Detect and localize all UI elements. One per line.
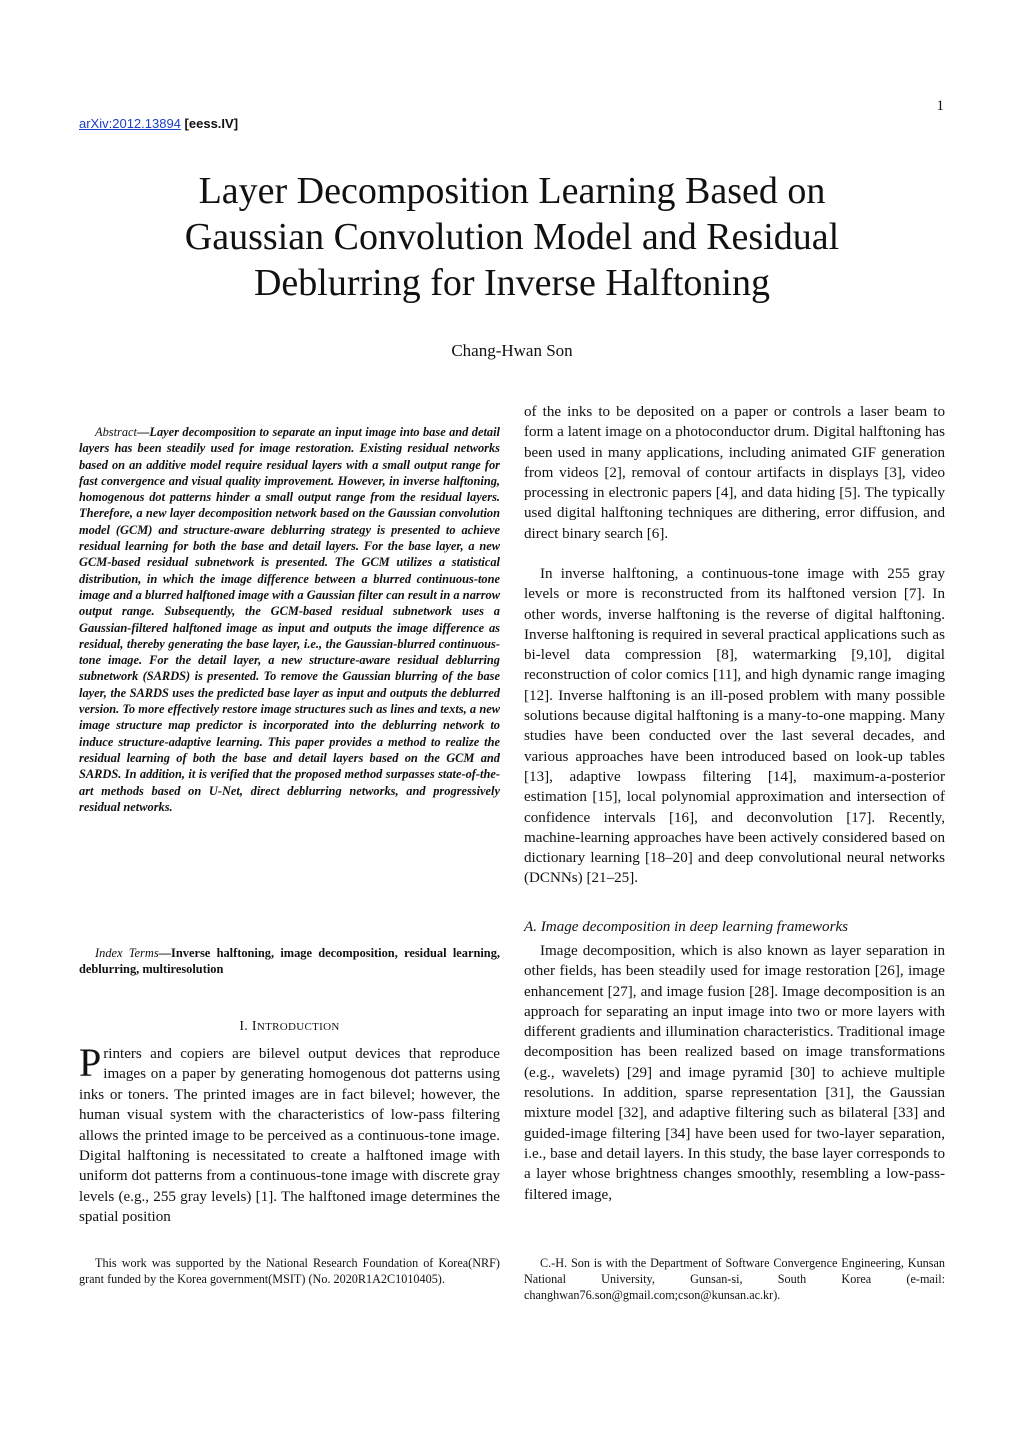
paper-title (100, 168, 924, 306)
section-title-rest: NTRODUCTION (256, 1021, 340, 1033)
index-terms-text: —Inverse halftoning, image decomposition, residual learning, deblurring, multiresolution (79, 946, 500, 977)
author-name: Chang-Hwan Son (451, 341, 573, 360)
footnote-funding: This work was supported by the National Research Foundation of Korea(NRF) grant funded by the Korea government(MSIT) (No. 2020R1A2C1010405). (79, 1256, 500, 1287)
intro-text: rinters and copiers are bilevel output devices that reproduce images on a paper by generating homogenous dot patterns using inks or toners. The printed images are in fact bilevel; however, the human visual system with the characteristics of low-pass filtering allows the printed image to be perceived as a continuous-tone image. Digital halftoning is necessitated to create a halftoned image with uniform dot patterns from a continuous-tone image with discrete gray levels (e.g., 255 gray levels) [1]. The halftoned image determines the spatial position (79, 1046, 500, 1226)
arxiv-link[interactable]: arXiv:2012.13894 (79, 116, 181, 131)
right-paragraph-3: Image decomposition, which is also known as layer separation in other fields, has been steadily used for image restoration [26], image enhancement [27], and image fusion [28]. Image decomposition is an approach for separating an input image into two or more layers with different gradients and illumination characteristics. Traditional image decomposition has been realized based on image transformations (e.g., wavelets) [29] and image pyramid [30] to achieve multiple resolutions. In addition, sparse representation [31], the Gaussian mixture model [32], and adaptive filtering such as bilateral [33] and guided-image filtering [34] have been used for two-layer separation, i.e., base and detail layers. In this study, the base layer corresponds to a layer whose brightness changes smoothly, resembling a low-pass-filtered image, (524, 943, 945, 1203)
arxiv-identifier (79, 116, 238, 131)
abstract (79, 424, 500, 815)
subsection-heading: A. Image decomposition in deep learning frameworks (524, 919, 849, 935)
abstract-text: —Layer decomposition to separate an input image into base and detail layers has been steadily used for image restoration. Existing residual networks based on an additive model require residual layers with a small output range for fast convergence and visual quality improvement. However, in inverse halftoning, homogenous dot patterns hinder a small output range from the residual layers. Therefore, a new layer decomposition network based on the Gaussian convolution model (GCM) and structure-aware deblurring strategy is presented to achieve residual learning for both the base and detail layers. For the base layer, a new GCM-based residual subnetwork is presented. The GCM utilizes a statistical distribution, in which the image difference between a blurred continuous-tone image and a blurred halftoned image with a Gaussian filter can result in a narrow output range. Subsequently, the GCM-based residual subnetwork uses a Gaussian-filtered halftoned image as input and outputs the image difference as residual, thereby generating the base layer, i.e., the Gaussian-blurred continuous-tone image. For the detail layer, a new structure-aware residual deblurring subnetwork (SARDS) is presented. To remove the Gaussian blurring of the base layer, the SARDS uses the predicted base layer as input and outputs the deblurred version. To more effectively restore image structures such as lines and texts, a new image structure map predictor is incorporated into the deblurring network to induce structure-adaptive learning. This paper provides a method to realize the residual learning of both the base and detail layers based on the GCM and SARDS. In addition, it is verified that the proposed method surpasses state-of-the-art methods based on U-Net, direct deblurring networks, and progressively residual networks. (79, 425, 500, 814)
title-line-3: Deblurring for Inverse Halftoning (253, 262, 770, 304)
page-number: 1 (936, 98, 944, 114)
abstract-label: Abstract (95, 425, 137, 439)
right-paragraph-1: of the inks to be deposited on a paper or controls a laser beam to form a latent image on a photoconductor drum. Digital halftoning has been used in many applications, including animated GIF generation from videos [2], removal of contour artifacts in displays [3], video processing in electronic papers [4], and data hiding [5]. The typically used digital halftoning techniques are dithering, error diffusion, and direct binary search [6]. (524, 404, 945, 542)
section-numeral: I. (239, 1019, 249, 1034)
title-line-1: Layer Decomposition Learning Based on (198, 170, 826, 212)
footnote-affiliation: C.-H. Son is with the Department of Software Convergence Engineering, Kunsan National University, Gunsan-si, South Korea (e-mail: changhwan76.son@gmail.com;cson@kunsan.ac.kr). (524, 1256, 945, 1303)
section-heading-introduction (79, 1019, 500, 1035)
arxiv-category: [eess.IV] (184, 116, 239, 131)
drop-cap: P (79, 1040, 102, 1085)
intro-paragraph (79, 1040, 500, 1228)
index-terms-label: Index Terms (95, 946, 159, 960)
right-paragraph-2: In inverse halftoning, a continuous-tone image with 255 gray levels or more is reconstructed from its halftoned version [7]. In other words, inverse halftoning is the reverse of digital halftoning. Inverse halftoning is required in several practical applications such as bi-level data compression [8], watermarking [9,10], digital reconstruction of color comics [11], and high dynamic range imaging [12]. Inverse halftoning is an ill-posed problem with many possible solutions because digital halftoning is a many-to-one mapping. Many studies have been conducted over the last several decades, and various approaches have been introduced based on look-up tables [13], adaptive lowpass filtering [14], maximum-a-posterior estimation [15], local polynomial approximation and intersection of confidence intervals [16], and deconvolution [17]. Recently, machine-learning approaches have been actively considered based on dictionary learning [18–20] and deep convolutional neural networks (DCNNs) [21–25]. (524, 566, 945, 887)
section-first-letter: I (251, 1019, 257, 1034)
title-line-2: Gaussian Convolution Model and Residual (184, 216, 840, 258)
index-terms (79, 945, 500, 978)
